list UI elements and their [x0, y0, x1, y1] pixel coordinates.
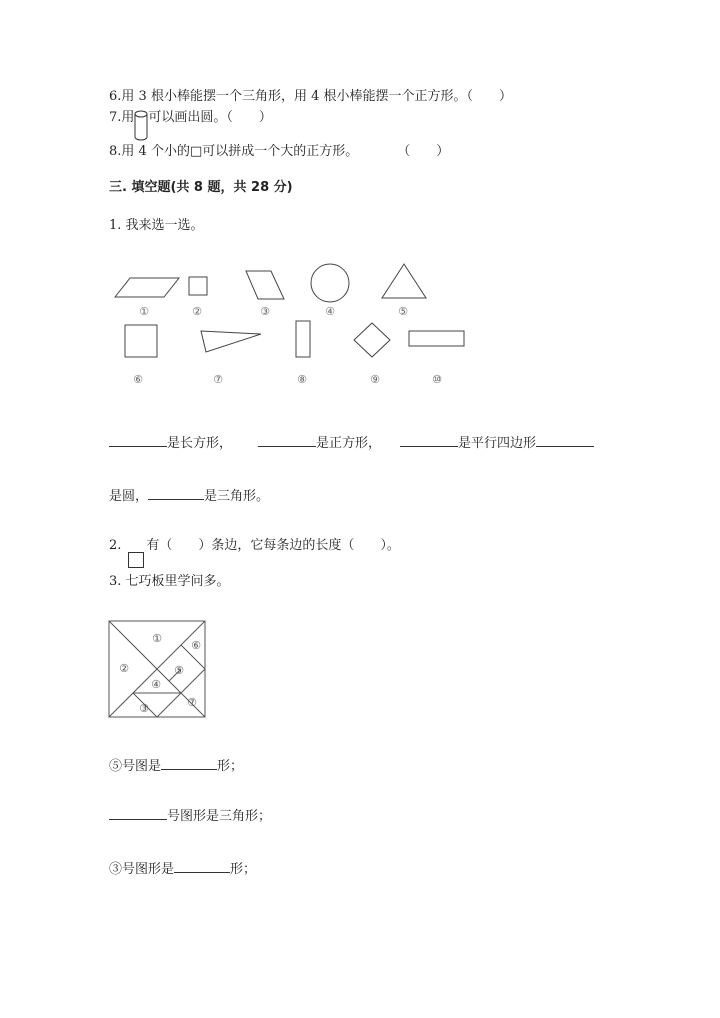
- shape-label-4: ④: [325, 305, 335, 318]
- circle-shape-4: [311, 264, 349, 302]
- shape-label-1: ①: [139, 305, 149, 318]
- shape-label-7: ⑦: [213, 373, 223, 386]
- fill2-text: 有（ ）条边，它每条边的长度（ ）。: [146, 538, 400, 553]
- triangle-shape-5: [382, 264, 426, 298]
- small-square-shape-2: [189, 277, 207, 295]
- fill3-title: 3. 七巧板里学问多。: [109, 574, 230, 589]
- answer-text-square: 是正方形，: [316, 436, 382, 451]
- fill3-question-c: [109, 859, 256, 878]
- shape-label-3: ③: [260, 305, 270, 318]
- tangram-label-4: ④: [151, 678, 161, 691]
- judge-q7-prefix: 7.用: [109, 110, 135, 125]
- tangram-label-6: ⑥: [191, 639, 201, 652]
- shape-label-5: ⑤: [398, 305, 408, 318]
- fill3-a-suffix: 形；: [217, 759, 244, 774]
- judge-q6: 6.用 3 根小棒能摆一个三角形，用 4 根小棒能摆一个正方形。（ ）: [109, 89, 512, 104]
- shapes-figure: [105, 258, 485, 388]
- shape-label-2: ②: [192, 305, 202, 318]
- fill2-question: [109, 538, 400, 554]
- fill1-answer-line2: [109, 486, 269, 505]
- answer-blank-parallelogram[interactable]: [400, 433, 458, 447]
- fill3-c-blank[interactable]: [174, 859, 230, 873]
- square-shape-9: [354, 323, 390, 357]
- answer-text-rectangle: 是长方形，: [167, 436, 233, 451]
- tangram-label-7: ⑦: [187, 696, 197, 709]
- parallelogram-shape-3: [246, 271, 284, 299]
- shape-label-6: ⑥: [133, 373, 143, 386]
- fill1-title: 1. 我来选一选。: [109, 218, 204, 233]
- shape-label-8: ⑧: [297, 373, 307, 386]
- rectangle-shape-8: [296, 321, 310, 357]
- rectangle-shape-10: [409, 331, 464, 346]
- square-icon: [121, 538, 146, 554]
- judge-q8: 8.用 4 个小的□可以拼成一个大的正方形。 （ ）: [109, 144, 450, 159]
- tangram-label-3: ③: [139, 702, 149, 715]
- fill3-a-prefix: ⑤号图是: [109, 759, 162, 774]
- section-title: 三. 填空题(共 8 题，共 28 分): [109, 180, 293, 195]
- tangram-figure: [108, 620, 208, 720]
- answer-text-circle: 是圆，: [109, 489, 149, 504]
- answer-blank-square[interactable]: [258, 433, 316, 447]
- answer-blank-triangle[interactable]: [148, 486, 204, 500]
- answer-text-triangle: 是三角形。: [204, 489, 270, 504]
- shape-label-9: ⑨: [370, 373, 380, 386]
- fill3-c-suffix: 形；: [230, 862, 257, 877]
- parallelogram-shape-1: [115, 278, 179, 297]
- fill1-answer-line1: [109, 433, 594, 452]
- fill3-question-b: [109, 806, 271, 825]
- judge-q7: [109, 110, 272, 140]
- tangram-label-1: ①: [152, 632, 162, 645]
- triangle-shape-7: [201, 331, 261, 352]
- tangram-label-5: ⑤: [174, 664, 184, 677]
- fill3-c-prefix: ③号图形是: [109, 862, 175, 877]
- fill3-a-blank[interactable]: [161, 756, 217, 770]
- answer-text-parallelogram: 是平行四边形: [458, 436, 537, 451]
- square-shape-6: [125, 325, 157, 357]
- answer-blank-circle[interactable]: [536, 433, 594, 447]
- fill3-question-a: [109, 756, 243, 775]
- fill3-b-suffix: 号图形是三角形；: [167, 809, 272, 824]
- answer-blank-rectangle[interactable]: [109, 433, 167, 447]
- tangram-label-2: ②: [119, 662, 129, 675]
- fill3-b-blank[interactable]: [109, 806, 167, 820]
- fill2-number: 2.: [109, 538, 122, 553]
- cylinder-icon: [134, 110, 148, 140]
- judge-q7-suffix: 可以画出圆。（ ）: [148, 110, 272, 125]
- shape-label-10: ⑩: [432, 373, 442, 386]
